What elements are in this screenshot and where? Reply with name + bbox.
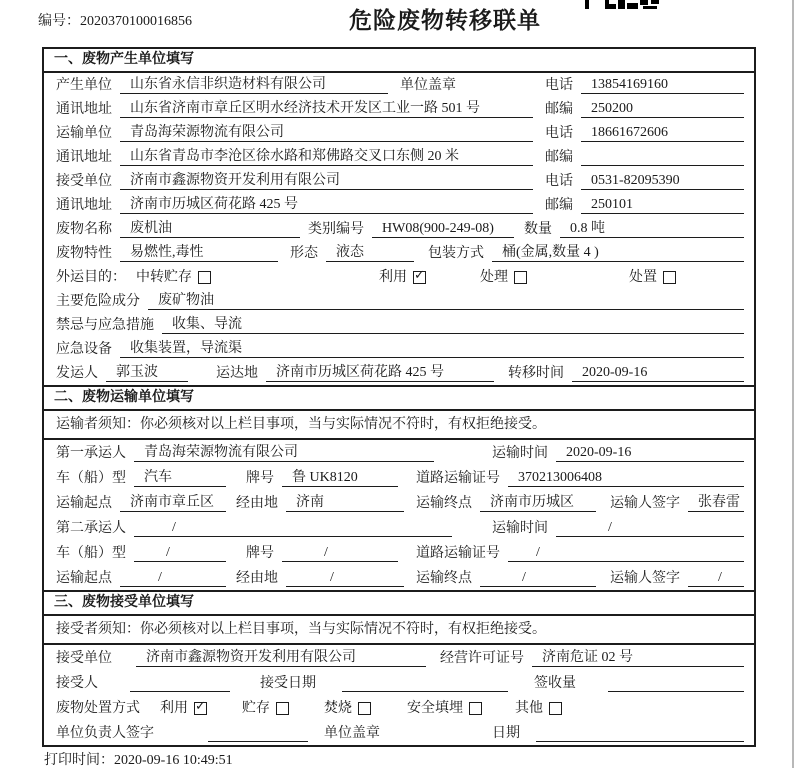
transporter-address-value: 山东省青岛市李沧区徐水路和郑佛路交叉口东侧 20 米 — [120, 145, 533, 166]
checkbox-storage-icon — [198, 271, 211, 284]
license2-label: 道路运输证号 — [416, 546, 500, 561]
transport-time2-value: / — [556, 520, 744, 537]
license1-value: 370213006408 — [508, 470, 744, 487]
row-vehicle2 — [44, 540, 754, 565]
row-accept-unit — [44, 645, 754, 670]
transporter-zip-label: 邮编 — [545, 150, 573, 165]
receiver-zip-value: 250101 — [581, 197, 744, 214]
qr-code-fragment-icon — [585, 0, 659, 9]
carrier1-label: 第一承运人 — [56, 446, 126, 461]
producer-address-label: 通讯地址 — [56, 102, 112, 117]
checkbox-dispose-icon — [663, 271, 676, 284]
row-producer — [44, 73, 754, 97]
receiver-address-label: 通讯地址 — [56, 198, 112, 213]
row-hazard-component — [44, 289, 754, 313]
shipper-value: 郭玉波 — [106, 361, 188, 382]
equipment-value: 收集装置，导流渠 — [120, 337, 744, 358]
serial-value: 2020370100016856 — [80, 14, 192, 29]
producer-zip-value: 250200 — [581, 101, 744, 118]
page-title: 危险废物转移联单 — [349, 8, 541, 33]
origin2-value: / — [120, 570, 226, 587]
transfer-form-table — [42, 47, 756, 747]
row-disposal-method — [44, 695, 754, 720]
sign1-value: 张春雷 — [688, 491, 744, 512]
transporter-zip-value — [581, 150, 744, 166]
disposal-option-other: 其他 — [515, 697, 562, 717]
row-emergency-equipment — [44, 337, 754, 361]
received-qty-label: 签收量 — [534, 676, 576, 691]
plate2-label: 牌号 — [246, 546, 274, 561]
print-time — [44, 749, 233, 769]
waste-form-value: 液态 — [326, 241, 414, 262]
receiver-phone-label: 电话 — [545, 174, 573, 189]
checkbox-use-icon — [413, 271, 426, 284]
unit-seal2-label: 单位盖章 — [324, 726, 380, 741]
transport-time1-label: 运输时间 — [492, 446, 548, 461]
producer-value: 山东省永信非织造材料有限公司 — [120, 73, 388, 94]
disposal-option-store: 贮存 — [242, 697, 289, 717]
row-route2 — [44, 565, 754, 590]
row-waste-character — [44, 241, 754, 265]
row-taboo-measures — [44, 313, 754, 337]
checkbox-disposal-store-icon — [276, 702, 289, 715]
section2-heading: 二、废物运输单位填写 — [44, 385, 754, 411]
end2-value: / — [480, 570, 596, 587]
plate1-value: 鲁 UK8120 — [282, 466, 398, 487]
transport-time1-value: 2020-09-16 — [556, 445, 744, 462]
transporter-value: 青岛海荣源物流有限公司 — [120, 121, 533, 142]
row-transfer-purpose — [44, 265, 754, 289]
receiver-phone-value: 0531-82095390 — [581, 173, 744, 190]
vehicle1-label: 车（船）型 — [56, 471, 126, 486]
waste-qty-value: 0.8 吨 — [560, 217, 744, 238]
shipper-label: 发运人 — [56, 366, 98, 381]
plate2-value: / — [282, 545, 398, 562]
accept-date-value — [342, 676, 508, 692]
producer-zip-label: 邮编 — [545, 102, 573, 117]
purpose-option-storage: 中转贮存 — [136, 266, 211, 286]
row-waste-name — [44, 217, 754, 241]
receiver-label: 接受单位 — [56, 174, 112, 189]
print-time-label: 打印时间： — [44, 753, 114, 768]
section1-heading: 一、废物产生单位填写 — [44, 49, 754, 73]
hazard-value: 废矿物油 — [148, 289, 744, 310]
row-shipper — [44, 361, 754, 385]
print-time-value: 2020-09-16 10:49:51 — [114, 753, 233, 768]
disposal-option-landfill: 安全填埋 — [407, 697, 482, 717]
date2-value — [536, 726, 744, 742]
producer-label: 产生单位 — [56, 78, 112, 93]
waste-name-value: 废机油 — [120, 217, 300, 238]
carrier2-value: / — [134, 520, 452, 537]
waste-pack-value: 桶(金属,数量 4 ) — [492, 241, 744, 262]
equipment-label: 应急设备 — [56, 342, 112, 357]
transporter-label: 运输单位 — [56, 126, 112, 141]
section3-heading: 三、废物接受单位填写 — [44, 590, 754, 616]
serial-number — [38, 10, 192, 30]
unit-seal-label: 单位盖章 — [400, 78, 456, 93]
sign2-value: / — [688, 570, 744, 587]
vehicle2-value: / — [134, 545, 226, 562]
permit-value: 济南危证 02 号 — [532, 646, 744, 667]
purpose-label: 外运目的： — [56, 270, 126, 285]
hazard-label: 主要危险成分 — [56, 294, 140, 309]
origin1-label: 运输起点 — [56, 496, 112, 511]
permit-label: 经营许可证号 — [440, 651, 524, 666]
accept-unit-value: 济南市鑫源物资开发利用有限公司 — [136, 646, 426, 667]
waste-pack-label: 包装方式 — [428, 246, 484, 261]
receiver-notice: 接受者须知：你必须核对以上栏目事项，当与实际情况不符时，有权拒绝接受。 — [44, 616, 754, 645]
row-route1 — [44, 490, 754, 515]
waste-code-value: HW08(900-249-08) — [372, 221, 514, 238]
checkbox-treat-icon — [514, 271, 527, 284]
transporter-phone-value: 18661672606 — [581, 125, 744, 142]
via2-label: 经由地 — [236, 571, 278, 586]
sign2-label: 运输人签字 — [610, 571, 680, 586]
row-receiver-address — [44, 193, 754, 217]
row-second-carrier — [44, 515, 754, 540]
waste-character-label: 废物特性 — [56, 246, 112, 261]
destination-value: 济南市历城区荷花路 425 号 — [266, 361, 494, 382]
producer-address-value: 山东省济南市章丘区明水经济技术开发区工业一路 501 号 — [120, 97, 533, 118]
row-vehicle1 — [44, 465, 754, 490]
row-signatures — [44, 720, 754, 745]
date2-label: 日期 — [492, 726, 520, 741]
row-receiver — [44, 169, 754, 193]
destination-label: 运达地 — [216, 366, 258, 381]
purpose-option-use: 利用 ✓ — [379, 266, 426, 286]
carrier1-value: 青岛海荣源物流有限公司 — [134, 441, 434, 462]
receiver-address-value: 济南市历城区荷花路 425 号 — [120, 193, 533, 214]
via1-value: 济南 — [286, 491, 404, 512]
origin1-value: 济南市章丘区 — [120, 491, 226, 512]
end1-value: 济南市历城区 — [480, 491, 596, 512]
end1-label: 运输终点 — [416, 496, 472, 511]
checkbox-disposal-burn-icon — [358, 702, 371, 715]
page-edge-line — [792, 0, 794, 768]
row-accept-person — [44, 670, 754, 695]
signer-value — [208, 726, 308, 742]
disposal-option-use: 利用 ✓ — [160, 697, 207, 717]
purpose-option-dispose: 处置 — [629, 266, 676, 286]
transport-time2-label: 运输时间 — [492, 521, 548, 536]
checkbox-disposal-use-icon — [194, 702, 207, 715]
producer-phone-label: 电话 — [545, 78, 573, 93]
row-transporter-address — [44, 145, 754, 169]
signer-label: 单位负责人签字 — [56, 726, 154, 741]
waste-character-value: 易燃性,毒性 — [120, 241, 278, 262]
vehicle1-value: 汽车 — [134, 466, 226, 487]
row-first-carrier — [44, 440, 754, 465]
waste-qty-label: 数量 — [524, 222, 552, 237]
producer-phone-value: 13854169160 — [581, 77, 744, 94]
transporter-address-label: 通讯地址 — [56, 150, 112, 165]
transporter-phone-label: 电话 — [545, 126, 573, 141]
origin2-label: 运输起点 — [56, 571, 112, 586]
plate1-label: 牌号 — [246, 471, 274, 486]
receiver-value: 济南市鑫源物资开发利用有限公司 — [120, 169, 533, 190]
transfer-time-value: 2020-09-16 — [572, 365, 744, 382]
row-producer-address — [44, 97, 754, 121]
receiver-zip-label: 邮编 — [545, 198, 573, 213]
taboo-label: 禁忌与应急措施 — [56, 318, 154, 333]
sign1-label: 运输人签字 — [610, 496, 680, 511]
transfer-time-label: 转移时间 — [508, 366, 564, 381]
vehicle2-label: 车（船）型 — [56, 546, 126, 561]
waste-name-label: 废物名称 — [56, 222, 112, 237]
accept-person-label: 接受人 — [56, 676, 98, 691]
transporter-notice: 运输者须知：你必须核对以上栏目事项，当与实际情况不符时，有权拒绝接受。 — [44, 411, 754, 440]
end2-label: 运输终点 — [416, 571, 472, 586]
accept-unit-label: 接受单位 — [56, 651, 112, 666]
disposal-option-burn: 焚烧 — [324, 697, 371, 717]
via2-value: / — [286, 570, 404, 587]
via1-label: 经由地 — [236, 496, 278, 511]
serial-label: 编号： — [38, 14, 80, 29]
waste-form-label: 形态 — [290, 246, 318, 261]
disposal-label: 废物处置方式 — [56, 701, 140, 716]
waste-code-label: 类别编号 — [308, 222, 364, 237]
checkbox-disposal-landfill-icon — [469, 702, 482, 715]
taboo-value: 收集、导流 — [162, 313, 744, 334]
purpose-option-treat: 处理 — [480, 266, 527, 286]
received-qty-value — [608, 676, 744, 692]
license1-label: 道路运输证号 — [416, 471, 500, 486]
license2-value: / — [508, 545, 744, 562]
accept-person-value — [130, 676, 230, 692]
checkbox-disposal-other-icon — [549, 702, 562, 715]
row-transporter — [44, 121, 754, 145]
accept-date-label: 接受日期 — [260, 676, 316, 691]
carrier2-label: 第二承运人 — [56, 521, 126, 536]
